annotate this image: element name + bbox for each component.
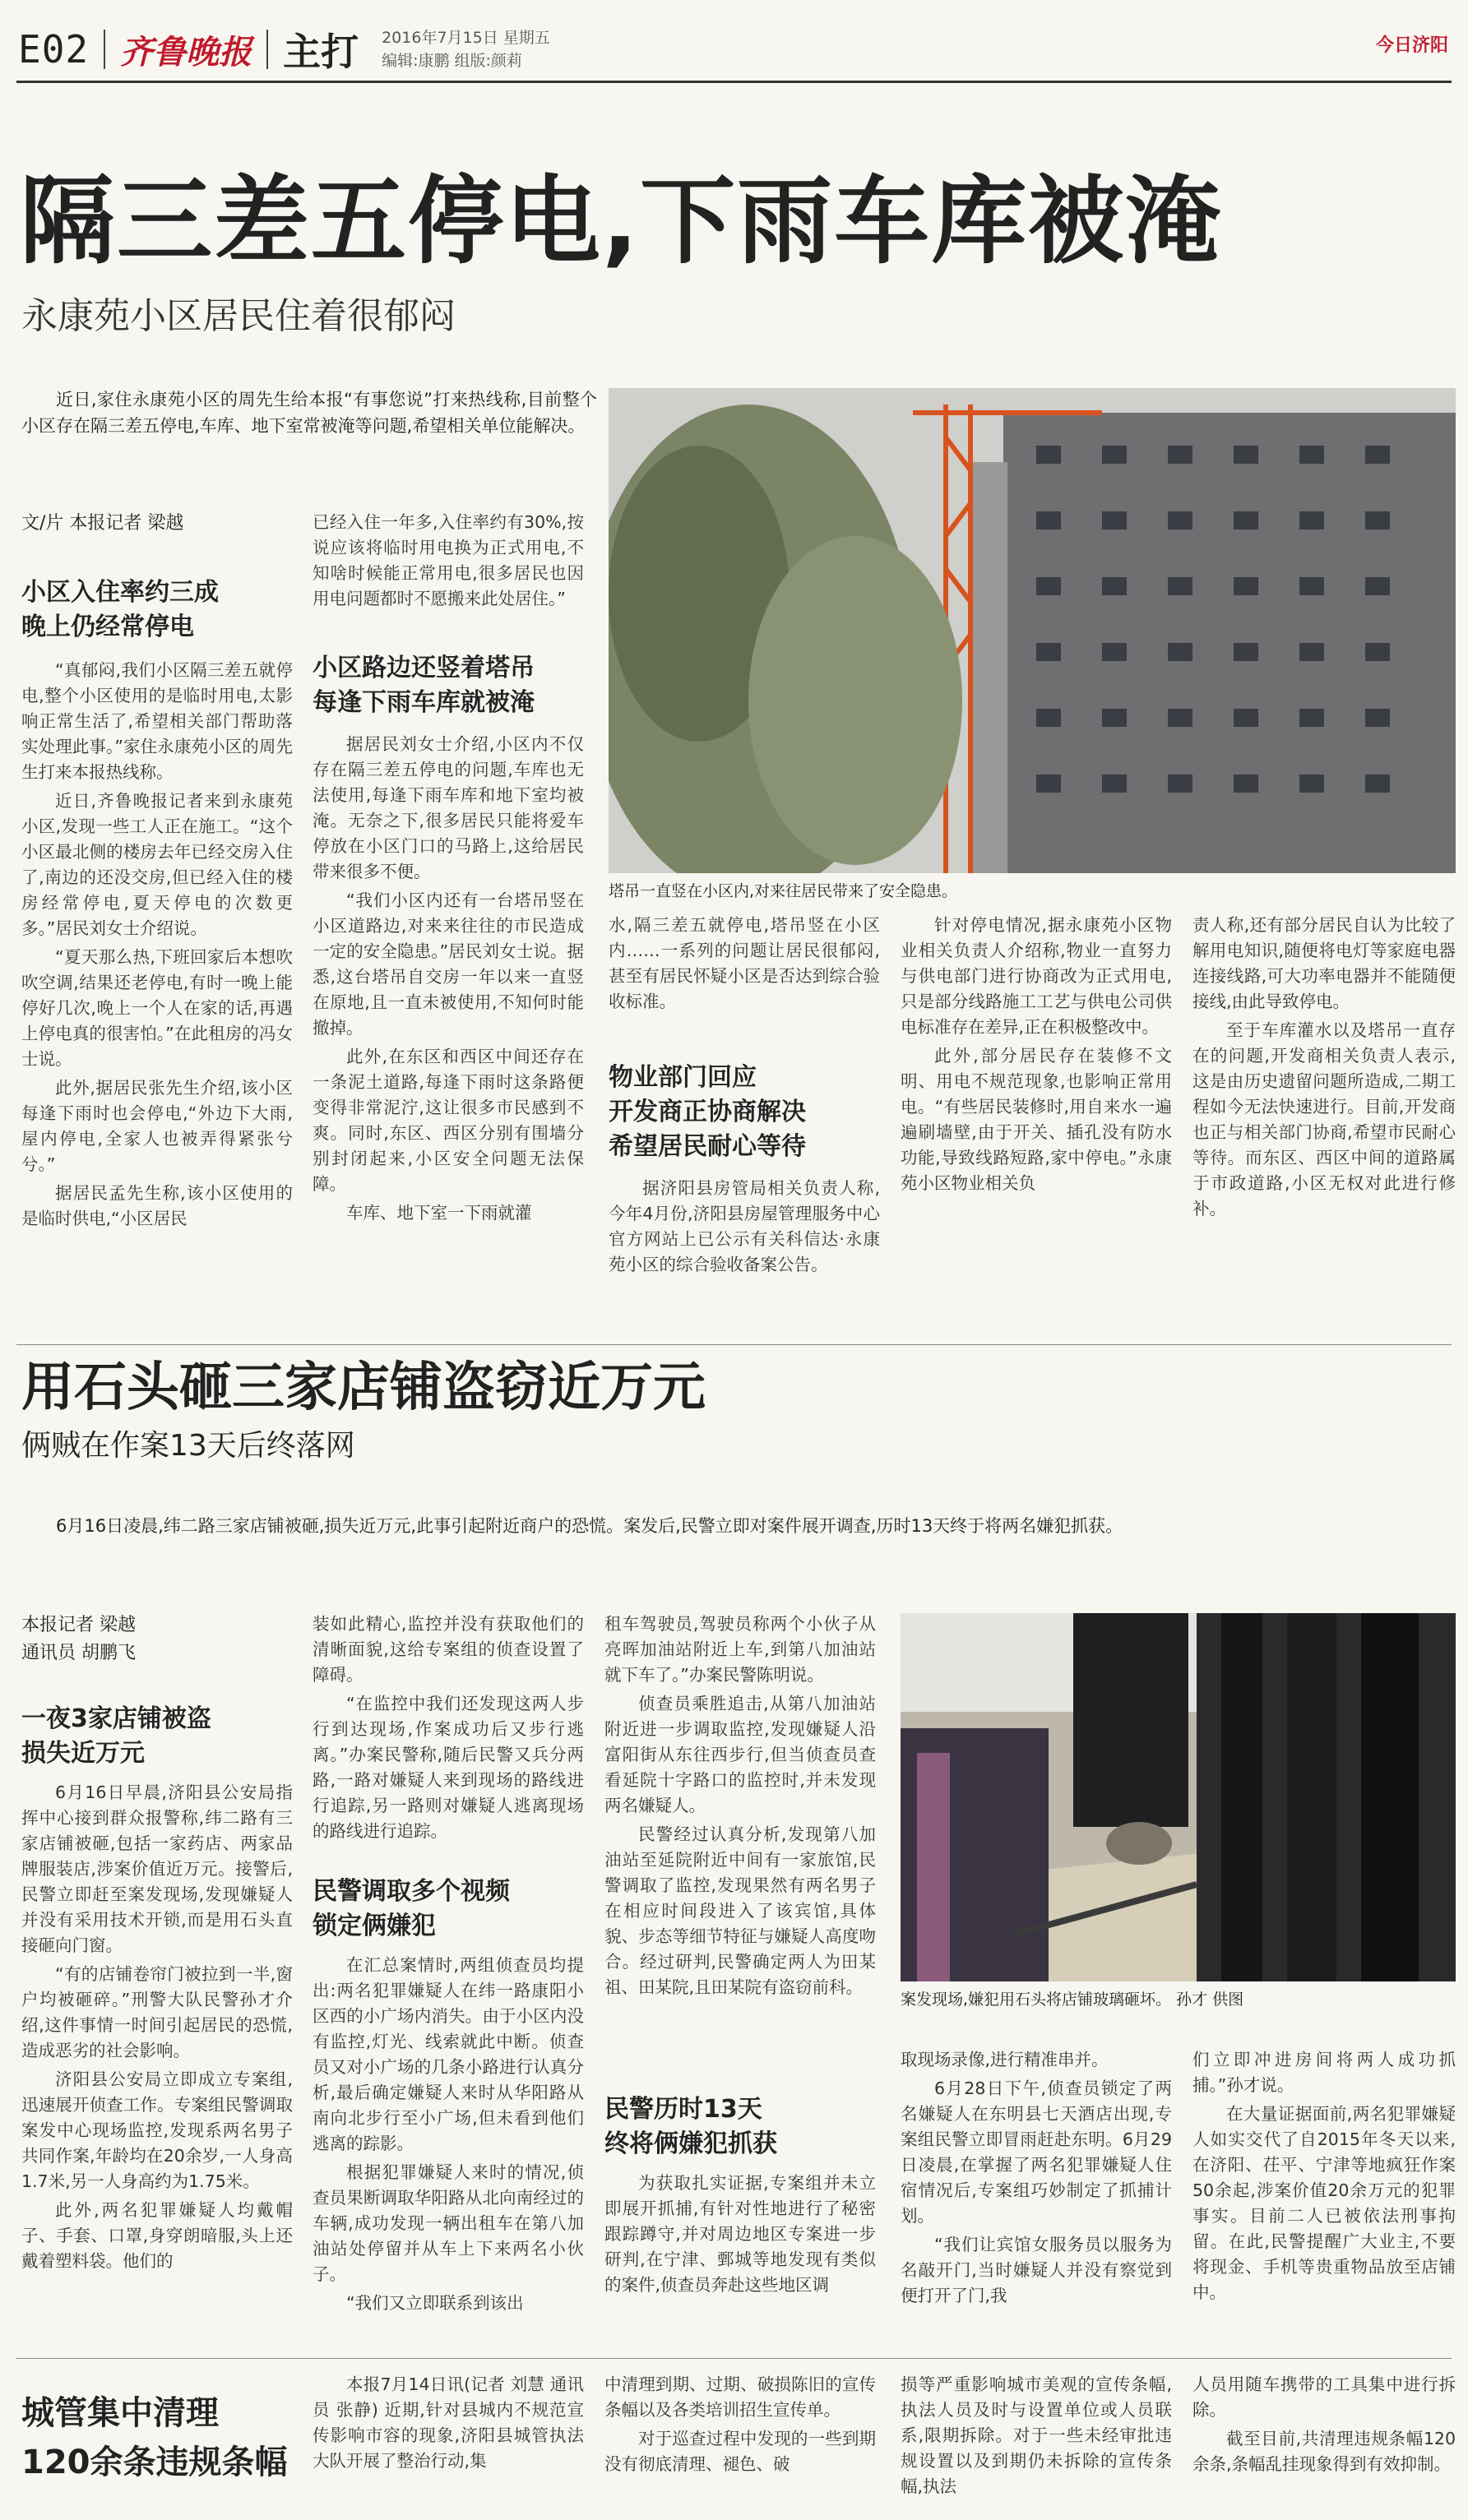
section-divider xyxy=(16,2358,1452,2359)
subhead-line: 物业部门回应 xyxy=(609,1063,757,1092)
section-name: 主打 xyxy=(283,30,359,74)
subhead-line: 一夜3家店铺被盗 xyxy=(21,1704,211,1733)
story1-column-4 xyxy=(901,913,1172,1340)
paragraph: “夏天那么热,下班回家后本想吹吹空调,结果还老停电,有时一晚上能停好几次,晚上一个人在家的话,再遇上停电真的很害怕。”在此租房的冯女士说。 xyxy=(21,947,293,1069)
story2-photo xyxy=(901,1613,1456,1981)
paragraph: 为获取扎实证据,专案组并未立即展开抓捕,有针对性地进行了秘密跟踪蹲守,并对周边地区专案进一步研判,在宁津、鄄城等地发现有类似的案件,侦查员奔赴这些地区调 xyxy=(604,2173,876,2295)
paragraph: 在汇总案情时,两组侦查员均提出:两名犯罪嫌疑人在纬一路康阳小区西的小广场内消失。由于小区内没有监控,灯光、线索就此中断。侦查员又对小广场的几条小路进行认真分析,最后确定嫌疑人来时从华阳路从南向北步行至小广场,但未看到他们逃离的踪影。 xyxy=(313,1955,584,2153)
page-number: E02 xyxy=(18,27,90,72)
story1-photo-caption: 塔吊一直竖在小区内,对来往居民带来了安全隐患。 xyxy=(609,882,958,900)
story1-column-3b xyxy=(609,1176,880,1340)
paragraph: “有的店铺卷帘门被拉到一半,窗户均被砸碎。”刑警大队民警孙才介绍,这件事情一时间引起居民的恐慌,造成恶劣的社会影响。 xyxy=(21,1964,293,2060)
byline-line: 本报记者 梁越 xyxy=(21,1615,136,1635)
paragraph: 近日,齐鲁晚报记者来到永康苑小区,发现一些工人正在施工。“这个小区最北侧的楼房去年已经交房入住了,南边的还没交房,但已经入住的楼房经常停电,夏天停电的次数更多。”居民刘女士介绍说。 xyxy=(21,791,293,938)
subhead-line: 希望居民耐心等待 xyxy=(609,1132,806,1161)
story1-subhead-b xyxy=(313,651,584,720)
paragraph: 此外,在东区和西区中间还存在一条泥土道路,每逢下雨时这条路便变得非常泥泞,这让很多市民感到不爽。同时,东区、西区分别有围墙分别封闭起来,小区安全问题无法保障。 xyxy=(313,1047,584,1194)
paragraph: 至于车库灌水以及塔吊一直存在的问题,开发商相关负责人表示,这是由历史遗留问题所造成,二期工程如今无法快速进行。目前,开发商也正与相关部门协商,希望市民耐心等待。而东区、西区中间的道路属于市政道路,小区无权对此进行修补。 xyxy=(1192,1020,1456,1218)
masthead xyxy=(18,25,550,74)
shop-scene-image xyxy=(901,1613,1456,1981)
story2-column-3 xyxy=(604,1611,876,2072)
byline-line: 通讯员 胡鹏飞 xyxy=(21,1643,136,1663)
story3-column-1 xyxy=(313,2372,584,2508)
story1-column-2b xyxy=(313,732,584,1340)
paragraph: 针对停电情况,据永康苑小区物业相关负责人介绍称,物业一直努力与供电部门进行协商改为正式用电,只是部分线路施工工艺与供电公司供电标准存在差异,正在积极整改中。 xyxy=(901,915,1172,1037)
story2-column-2b xyxy=(313,1953,584,2347)
issue-editors: 编辑:康鹏 组版:颜莉 xyxy=(382,52,522,70)
paragraph: 在大量证据面前,两名犯罪嫌疑人如实交代了自2015年冬天以来,在济阳、茌平、宁津等地疯狂作案50余起,涉案价值20余万元的犯罪事实。目前二人已被依法刑事拘留。在此,民警提醒广大业主,不要将现金、手机等贵重物品放至店铺中。 xyxy=(1192,2104,1456,2302)
story1-column-3 xyxy=(609,913,880,1052)
story3-column-3 xyxy=(901,2372,1172,2508)
paragraph: 损等严重影响城市美观的宣传条幅,执法人员及时与设置单位或人员联系,限期拆除。对于一些未经审批违规设置以及到期仍未拆除的宣传条幅,执法 xyxy=(901,2374,1172,2496)
subhead-line: 晚上仍经常停电 xyxy=(21,613,194,641)
masthead-divider xyxy=(104,30,105,69)
paragraph: “真郁闷,我们小区隔三差五就停电,整个小区使用的是临时用电,太影响正常生活了,希望相关部门帮助落实处理此事。”家住永康苑小区的周先生打来本报热线称。 xyxy=(21,660,293,782)
story2-subhead-b xyxy=(313,1875,584,1944)
paragraph: 人员用随车携带的工具集中进行拆除。 xyxy=(1192,2374,1456,2420)
paragraph: 水,隔三差五就停电,塔吊竖在小区内……一系列的问题让居民很郁闷,甚至有居民怀疑小区是否达到综合验收标准。 xyxy=(609,915,880,1011)
issue-meta xyxy=(382,26,550,72)
edition-label: 今日济阳 xyxy=(1375,35,1448,56)
story2-subhead-c xyxy=(604,2092,876,2162)
paragraph: 已经入住一年多,入住率约有30%,按说应该将临时用电换为正式用电,不知啥时候能正常用电,很多居民也因用电问题都时不愿搬来此处居住。” xyxy=(313,512,584,608)
paragraph: 此外,部分居民存在装修不文明、用电不规范现象,也影响正常用电。“有些居民装修时,用自来水一遍遍刷墙壁,由于开关、插孔没有防水功能,导致线路短路,家中停电。”永康苑小区物业相关负 xyxy=(901,1046,1172,1193)
paragraph: 民警经过认真分析,发现第八加油站至延院附近中间有一家旅馆,民警调取了监控,发现果然有两名男子在相应时间段进入了该宾馆,具体貌、步态等细节特征与嫌疑人高度吻合。经过研判,民警确定两人为田某祖、田某院,且田某院有盗窃前科。 xyxy=(604,1824,876,1997)
masthead-divider xyxy=(266,30,268,69)
story2-byline xyxy=(21,1611,136,1667)
story1-column-5 xyxy=(1192,913,1456,1340)
headline-line: 120余条违规条幅 xyxy=(21,2444,288,2481)
story1-lede: 近日,家住永康苑小区的周先生给本报“有事您说”打来热线称,目前整个小区存在隔三差五停电,车库、地下室常被淹等问题,希望相关单位能解决。 xyxy=(21,390,597,436)
story2-photo-caption: 案发现场,嫌犯用石头将店铺玻璃砸坏。 孙才 供图 xyxy=(901,1991,1244,2009)
paragraph: 对于巡查过程中发现的一些到期没有彻底清理、褪色、破 xyxy=(604,2429,876,2474)
newspaper-logo: 齐鲁晚报 xyxy=(120,32,252,72)
paragraph: 租车驾驶员,驾驶员称两个小伙子从亮晖加油站附近上车,到第八加油站就下车了。”办案民警陈明说。 xyxy=(604,1614,876,1685)
paragraph: 此外,两名犯罪嫌疑人均戴帽子、手套、口罩,身穿朗暗服,头上还戴着塑料袋。他们的 xyxy=(21,2200,293,2271)
story2-headline: 用石头砸三家店铺盗窃近万元 xyxy=(21,1357,706,1418)
paragraph: 截至目前,共清理违规条幅120余条,条幅乱挂现象得到有效抑制。 xyxy=(1192,2429,1456,2474)
story3-column-2 xyxy=(604,2372,876,2508)
subhead-line: 每逢下雨车库就被淹 xyxy=(313,688,535,717)
paragraph: “我们让宾馆女服务员以服务为名敲开门,当时嫌疑人并没有察觉到便打开了门,我 xyxy=(901,2235,1172,2305)
subhead-line: 小区入住率约三成 xyxy=(21,578,219,607)
crane-building-image xyxy=(609,388,1456,873)
story2-column-3b xyxy=(604,2171,876,2347)
paragraph: 们立即冲进房间将两人成功抓捕。”孙才说。 xyxy=(1192,2050,1456,2095)
paragraph: 取现场录像,进行精准串并。 xyxy=(901,2050,1109,2069)
story3-headline xyxy=(21,2388,301,2487)
paragraph: “我们又立即联系到该出 xyxy=(346,2293,524,2313)
section-divider xyxy=(16,1344,1452,1345)
paragraph: 中清理到期、过期、破损陈旧的宣传条幅以及各类培训招生宣传单。 xyxy=(604,2374,876,2420)
story2-column-5 xyxy=(1192,2047,1456,2347)
story1-photo xyxy=(609,388,1456,873)
paragraph: 责人称,还有部分居民自认为比较了解用电知识,随便将电灯等家庭电器连接线路,可大功率电器并不能随便接线,由此导致停电。 xyxy=(1192,915,1456,1011)
subhead-line: 民警调取多个视频 xyxy=(313,1877,510,1906)
subhead-line: 开发商正协商解决 xyxy=(609,1098,806,1126)
paragraph: 侦查员乘胜追击,从第八加油站附近进一步调取监控,发现嫌疑人沿富阳街从东往西步行,但当侦查员查看延院十字路口的监控时,并未发现两名嫌疑人。 xyxy=(604,1694,876,1815)
story1-headline: 隔三差五停电,下雨车库被淹 xyxy=(20,166,1223,277)
story2-subhead-a xyxy=(21,1702,293,1771)
paragraph: 据济阳县房管局相关负责人称,今年4月份,济阳县房屋管理服务中心官方网站上已公示有关科信达·永康苑小区的综合验收备案公告。 xyxy=(609,1178,880,1274)
story1-subhead-a xyxy=(21,576,293,645)
subhead-line: 民警历时13天 xyxy=(604,2095,762,2124)
paragraph: 此外,据居民张先生介绍,该小区每逢下雨时也会停电,“外边下大雨,屋内停电,全家人也被弄得紧张兮兮。” xyxy=(21,1078,293,1174)
story3-column-4 xyxy=(1192,2372,1456,2508)
story1-subheadline: 永康苑小区居民住着很郁闷 xyxy=(21,295,456,337)
paragraph: 据居民孟先生称,该小区使用的是临时供电,“小区居民 xyxy=(21,1183,293,1228)
paragraph: 6月16日早晨,济阳县公安局指挥中心接到群众报警称,纬二路有三家店铺被砸,包括一家药店、两家品牌服装店,涉案价值近万元。接警后,民警立即赶至案发现场,发现嫌疑人并没有采用技术开锁,而是用石头直接砸向门窗。 xyxy=(21,1782,293,1955)
paragraph: 据居民刘女士介绍,小区内不仅存在隔三差五停电的问题,车库也无法使用,每逢下雨车库和地下室均被淹。无奈之下,很多居民只能将爱车停放在小区门口的马路上,这给居民带来很多不便。 xyxy=(313,734,584,881)
paragraph: 车库、地下室一下雨就灌 xyxy=(346,1203,532,1223)
headline-line: 城管集中清理 xyxy=(21,2394,219,2432)
story1-byline: 文/片 本报记者 梁越 xyxy=(21,513,184,534)
story1-column-1 xyxy=(21,658,293,1340)
paragraph: 6月28日下午,侦查员锁定了两名嫌疑人在东明县七天酒店出现,专案组民警立即冒雨赶赴东明。6月29日凌晨,在掌握了两名犯罪嫌疑人住宿情况后,专案组巧妙制定了抓捕计划。 xyxy=(901,2078,1172,2226)
subhead-line: 损失近万元 xyxy=(21,1739,145,1768)
story2-column-1 xyxy=(21,1780,293,2347)
paragraph: “我们小区内还有一台塔吊竖在小区道路边,对来来往往的市民造成一定的安全隐患。”居民刘女士说。据悉,这台塔吊自交房一年以来一直竖在原地,且一直未被使用,不知何时能撤掉。 xyxy=(313,890,584,1038)
story2-subheadline: 俩贼在作案13天后终落网 xyxy=(21,1429,355,1463)
masthead-rule xyxy=(16,81,1452,83)
story1-column-2 xyxy=(313,510,584,633)
issue-date: 2016年7月15日 星期五 xyxy=(382,29,550,47)
story2-lede: 6月16日凌晨,纬二路三家店铺被砸,损失近万元,此事引起附近商户的恐慌。案发后,民警立即对案件展开调查,历时13天终于将两名嫌犯抓获。 xyxy=(56,1516,1123,1536)
paragraph: “在监控中我们还发现这两人步行到达现场,作案成功后又步行逃离。”办案民警称,随后民警又兵分两路,一路对嫌疑人来到现场的路线进行追踪,另一路则对嫌疑人逃离现场的路线进行追踪。 xyxy=(313,1694,584,1841)
paragraph: 济阳县公安局立即成立专案组,迅速展开侦查工作。专案组民警调取案发中心现场监控,发现系两名男子共同作案,年龄均在20余岁,一人身高1.7米,另一人身高约为1.75米。 xyxy=(21,2069,293,2191)
paragraph: 根据犯罪嫌疑人来时的情况,侦查员果断调取华阳路从北向南经过的车辆,成功发现一辆出租车在第八加油站处停留并从车上下来两名小伙子。 xyxy=(313,2162,584,2284)
subhead-line: 终将俩嫌犯抓获 xyxy=(604,2129,777,2158)
story1-subhead-c xyxy=(609,1061,880,1164)
paragraph: 本报7月14日讯(记者 刘慧 通讯员 张静) 近期,针对县城内不规范宣传影响市容的现象,济阳县城管执法大队开展了整治行动,集 xyxy=(313,2374,584,2471)
paragraph: 装如此精心,监控并没有获取他们的清晰面貌,这给专案组的侦查设置了障碍。 xyxy=(313,1614,584,1685)
story2-column-2 xyxy=(313,1611,584,1858)
subhead-line: 小区路边还竖着塔吊 xyxy=(313,654,535,682)
story2-column-4 xyxy=(901,2047,1172,2347)
subhead-line: 锁定俩嫌犯 xyxy=(313,1912,436,1940)
